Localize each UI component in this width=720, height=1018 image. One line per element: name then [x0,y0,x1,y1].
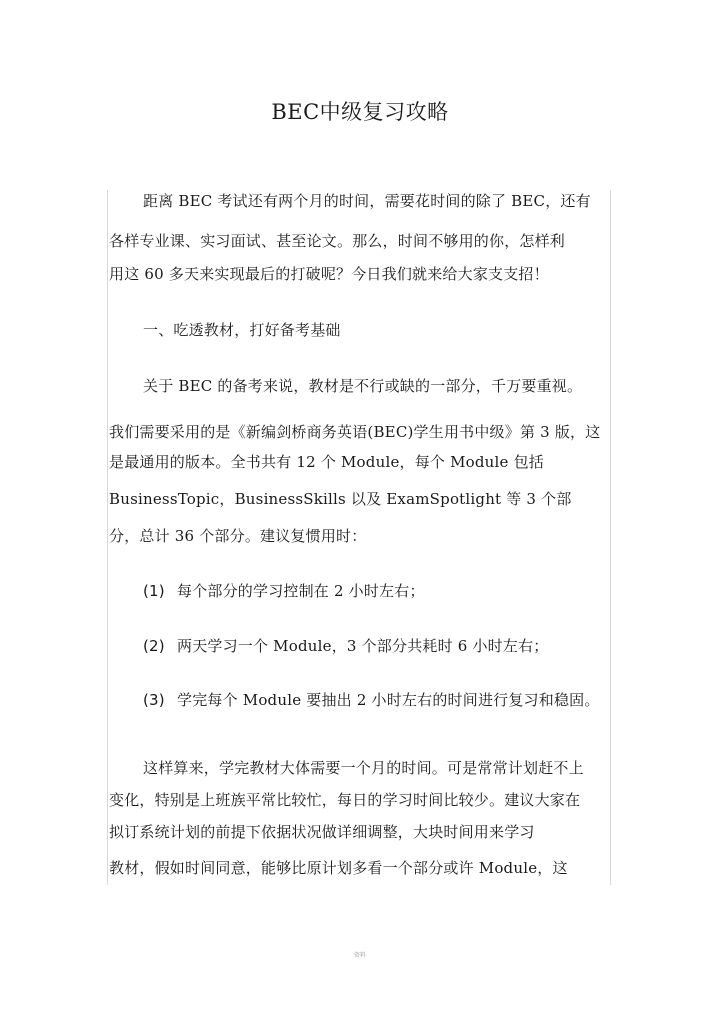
list-text-2: 两天学习一个 Module，3 个部分共耗时 6 小时左右； [177,637,549,655]
document-title: BEC中级复习攻略 [271,100,449,124]
section-heading: 一、吃透教材，打好备考基础 [143,321,341,339]
intro-line-3: 用这 60 多天来实现最后的打破呢？今日我们就来给大家支支招！ [109,265,549,283]
para3-line-3: 拟订系统计划的前提下依据状况做详细调整，大块时间用来学习 [109,823,535,841]
list-number-1: (1) [143,582,165,600]
intro-line-1: 距离 BEC 考试还有两个月的时间，需要花时间的除了 BEC，还有 [143,192,591,210]
list-item-2 [143,636,549,656]
para3-line-1: 这样算来，学完教材大体需要一个月的时间。可是常常计划赶不上 [143,759,584,777]
intro-line-2: 各样专业课、实习面试、甚至论文。那么，时间不够用的你，怎样利 [109,232,566,250]
para2-line-1: 关于 BEC 的备考来说，教材是不行或缺的一部分，千万要重视。 [143,377,583,395]
list-item-1 [143,581,425,601]
list-number-3: (3) [143,691,165,709]
para2-line-4: BusinessTopic，BusinessSkills 以及 ExamSpotlight 等 3 个部 [109,490,572,508]
left-margin-rule [107,190,108,885]
list-number-2: (2) [143,637,165,655]
list-text-1: 每个部分的学习控制在 2 小时左右； [177,582,425,600]
para3-line-4: 教材，假如时间同意，能够比原计划多看一个部分或许 Module，这 [109,859,568,877]
right-margin-rule [610,190,611,885]
para2-line-2: 我们需要采用的是《新编剑桥商务英语(BEC)学生用书中级》第 3 版，这 [109,423,601,441]
para2-line-5: 分，总计 36 个部分。建议复惯用时： [109,527,367,545]
para3-line-2: 变化，特别是上班族平常比较忙，每日的学习时间比较少。建议大家在 [109,791,581,809]
para2-line-3: 是最通用的版本。全书共有 12 个 Module，每个 Module 包括 [109,453,544,471]
list-item-3 [143,690,600,710]
list-text-3: 学完每个 Module 要抽出 2 小时左右的时间进行复习和稳固。 [177,691,600,709]
page-footer: 资料 [353,952,366,959]
